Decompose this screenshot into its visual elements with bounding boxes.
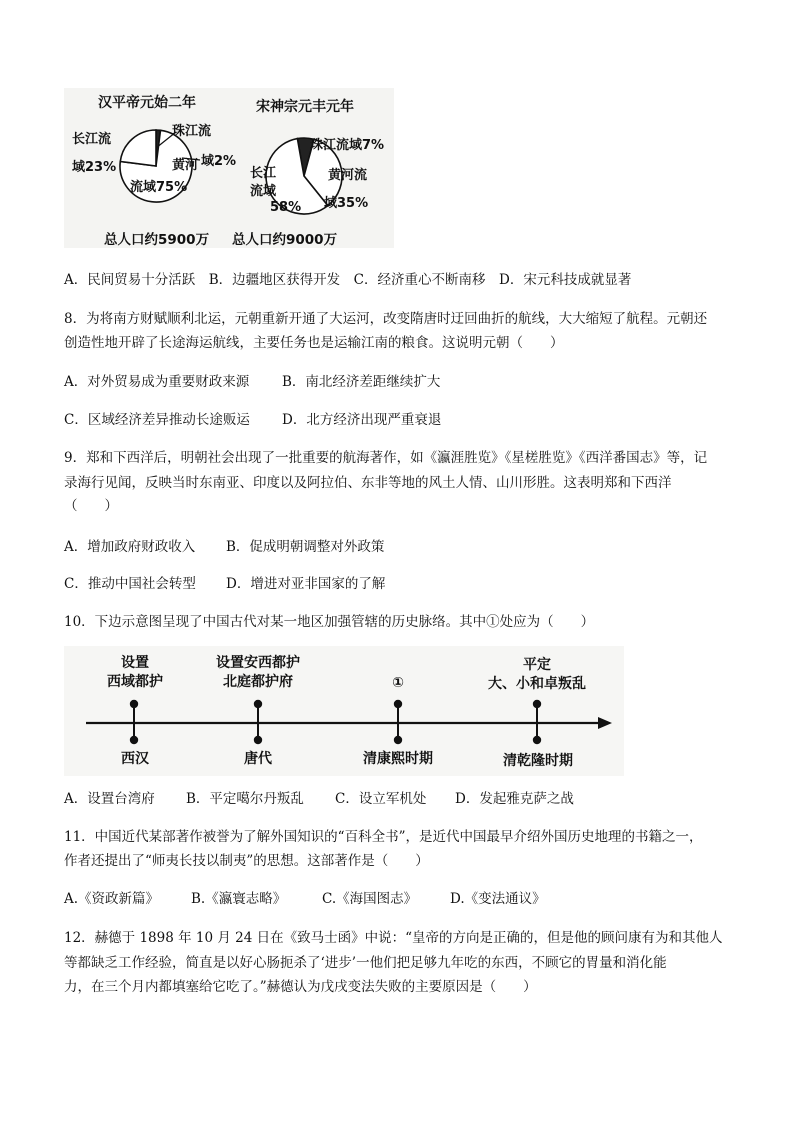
timeline-dot: [533, 736, 541, 744]
pie-slice-长江流域: [120, 130, 156, 166]
q9-options-row2: [64, 576, 385, 592]
q9-option-a[interactable]: A．增加政府财政收入: [64, 539, 196, 555]
q9-stem-line2: 录海行见闻，反映当时东南亚、印度以及阿拉伯、东非等地的风土人情、山川形胜。这表明郑和下西洋: [64, 475, 672, 491]
pie2-label: 长江: [250, 166, 277, 181]
timeline-dot: [254, 700, 262, 708]
q8-option-c[interactable]: C．区域经济差异推动长途贩运: [64, 412, 250, 428]
pie1-label: 域2%: [201, 154, 237, 169]
timeline-figure: [64, 646, 624, 776]
q11-option-b[interactable]: B.《瀛寰志略》: [191, 891, 287, 907]
pie1-label: 长江流: [72, 132, 112, 147]
timeline-event-bottom-3: 清康熙时期: [363, 751, 433, 767]
pie1-label: 黄河: [172, 158, 199, 173]
timeline-dot: [533, 700, 541, 708]
pie1-label: 流域75%: [130, 180, 188, 195]
q8-stem-line2: 创造性地开辟了长途海运航线，主要任务也是运输江南的粮食。这说明元朝（ ）: [64, 335, 564, 351]
q10-options: [64, 791, 574, 807]
q11-option-d[interactable]: D.《变法通议》: [450, 891, 546, 907]
q7-options: A．民间贸易十分活跃 B．边疆地区获得开发 C．经济重心不断南移 D．宋元科技成就显著: [64, 272, 632, 288]
timeline-event-top-2: 设置安西都护 北庭都护府: [216, 655, 300, 690]
q12-stem-line2: 等都缺乏工作经验，简直是以好心肠扼杀了‘进步’一他们把足够九年吃的东西，不顾它的胃量和消化能: [64, 955, 667, 971]
pie1-label: 珠江流: [172, 124, 212, 139]
q8-options-row2: [64, 412, 441, 428]
pie1-title: 汉平帝元始二年: [98, 95, 196, 111]
timeline-event-bottom-1: 西汉: [121, 751, 149, 767]
q8-stem-line1: 8．为将南方财赋顺利北运，元朝重新开通了大运河，改变隋唐时迂回曲折的航线，大大缩短了航程。元朝还: [64, 311, 708, 327]
timeline-dot: [130, 700, 138, 708]
q11-option-c[interactable]: C.《海国图志》: [322, 891, 418, 907]
q12-stem-line1: 12．赫德于 1898 年 10 月 24 日在《致马士函》中说：“皇帝的方向是正确的，但是他的顾问康有为和其他人: [64, 930, 723, 946]
q9-option-c[interactable]: C．推动中国社会转型: [64, 576, 196, 592]
q10-option-d[interactable]: D．发起雅克萨之战: [455, 791, 574, 807]
q10-stem: 10．下边示意图呈现了中国古代对某一地区加强管辖的历史脉络。其中①处应为（ ）: [64, 614, 595, 630]
timeline-dot: [394, 700, 402, 708]
q11-stem-line1: 11．中国近代某部著作被誉为了解外国知识的“百科全书”，是近代中国最早介绍外国历史地理的书籍之一，: [64, 829, 703, 845]
q10-option-b[interactable]: B．平定噶尔丹叛乱: [186, 791, 304, 807]
pie1-total: 总人口约5900万: [104, 232, 210, 248]
pie2-label: 58%: [270, 200, 302, 215]
timeline-event-bottom-4: 清乾隆时期: [503, 753, 573, 769]
q10-option-c[interactable]: C．设立军机处: [335, 791, 427, 807]
q12-stem-line3: 力，在三个月内都填塞给它吃了。”赫德认为戊戌变法失败的主要原因是（ ）: [64, 979, 537, 995]
q8-option-a[interactable]: A．对外贸易成为重要财政来源: [64, 374, 250, 390]
timeline-dot: [130, 736, 138, 744]
q9-option-d[interactable]: D．增进对亚非国家的了解: [226, 576, 386, 592]
timeline-event-bottom-2: 唐代: [244, 751, 272, 767]
q8-option-d[interactable]: D．北方经济出现严重衰退: [282, 412, 442, 428]
pie2-label: 黄河流: [328, 168, 368, 183]
q9-options-row1: [64, 539, 384, 555]
pie-chart-figure: [64, 88, 394, 248]
pie1-label: 域23%: [72, 160, 117, 175]
q11-stem-line2: 作者还提出了“师夷长技以制夷”的思想。这部著作是（ ）: [64, 853, 429, 869]
timeline-dot: [394, 736, 402, 744]
pie2-total: 总人口约9000万: [232, 232, 338, 248]
timeline-event-top-1: 设置 西域都护: [107, 655, 163, 690]
q8-options-row1: [64, 374, 440, 390]
q9-stem-line3: （ ）: [64, 498, 118, 514]
pie2-label: 域35%: [324, 196, 369, 211]
q10-option-a[interactable]: A．设置台湾府: [64, 791, 155, 807]
pie2-label: 流域: [250, 184, 277, 199]
pie2-label: 珠江流域7%: [310, 138, 385, 153]
timeline-event-top-4: 平定 大、小和卓叛乱: [488, 657, 586, 692]
timeline-event-top-3: ①: [392, 675, 404, 691]
q8-option-b[interactable]: B．南北经济差距继续扩大: [282, 374, 441, 390]
pie2-title: 宋神宗元丰元年: [256, 99, 354, 115]
timeline-dot: [254, 736, 262, 744]
q9-stem-line1: 9．郑和下西洋后，明朝社会出现了一批重要的航海著作，如《瀛涯胜览》《星槎胜览》《西洋番国志》等，记: [64, 450, 708, 466]
q11-options: [64, 891, 546, 907]
q11-option-a[interactable]: A.《资政新篇》: [64, 891, 160, 907]
q9-option-b[interactable]: B．促成明朝调整对外政策: [226, 539, 385, 555]
